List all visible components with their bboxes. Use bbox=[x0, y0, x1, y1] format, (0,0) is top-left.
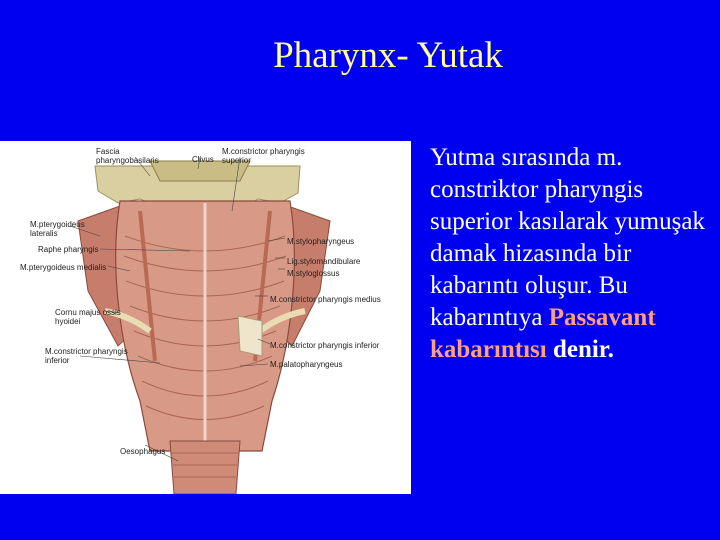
label-clivus: Clivus bbox=[192, 155, 214, 164]
label-lig-stylomandibulare: Lig.stylomandibulare bbox=[287, 257, 361, 266]
label-oesophagus: Oesophagus bbox=[120, 447, 166, 456]
label-styloglossus: M.styloglossus bbox=[287, 269, 340, 278]
label-stylopharyngeus: M.stylopharyngeus bbox=[287, 237, 355, 246]
label-constrictor-inferior-left: M.constrictor pharyngis inferior bbox=[45, 347, 128, 365]
label-cornu-majus: Cornu majus ossis hyoidei bbox=[55, 308, 121, 326]
label-constrictor-inferior-right: M.constrictor pharyngis inferior bbox=[270, 341, 380, 350]
label-pterygoideus-medialis: M.pterygoideus medialis bbox=[20, 263, 107, 272]
pharynx-anatomy-figure bbox=[0, 141, 411, 494]
label-raphe-pharyngis: Raphe pharyngis bbox=[38, 245, 99, 254]
body-main-text: Yutma sırasında m. constriktor pharyngis superior kasılarak yumuşak damak hizasında bir kabarıntı oluşur. Bu kabarıntıya bbox=[430, 144, 705, 331]
label-constrictor-medius: M.constrictor pharyngis medius bbox=[270, 295, 381, 304]
slide-body-text bbox=[430, 142, 715, 366]
slide-title: Pharynx- Yutak bbox=[273, 35, 503, 76]
label-fascia-pharyngobasilaris: Fascia pharyngobasilaris bbox=[96, 147, 159, 165]
body-highlight-text: Passavant kabarıntısı bbox=[430, 304, 656, 363]
label-palatopharyngeus: M.palatopharyngeus bbox=[270, 360, 343, 369]
body-trailing-text: denir. bbox=[552, 336, 614, 363]
label-constrictor-superior: M.constrictor pharyngis superior bbox=[222, 147, 305, 165]
label-pterygoideus-lateralis: M.pterygoideus lateralis bbox=[30, 220, 85, 238]
